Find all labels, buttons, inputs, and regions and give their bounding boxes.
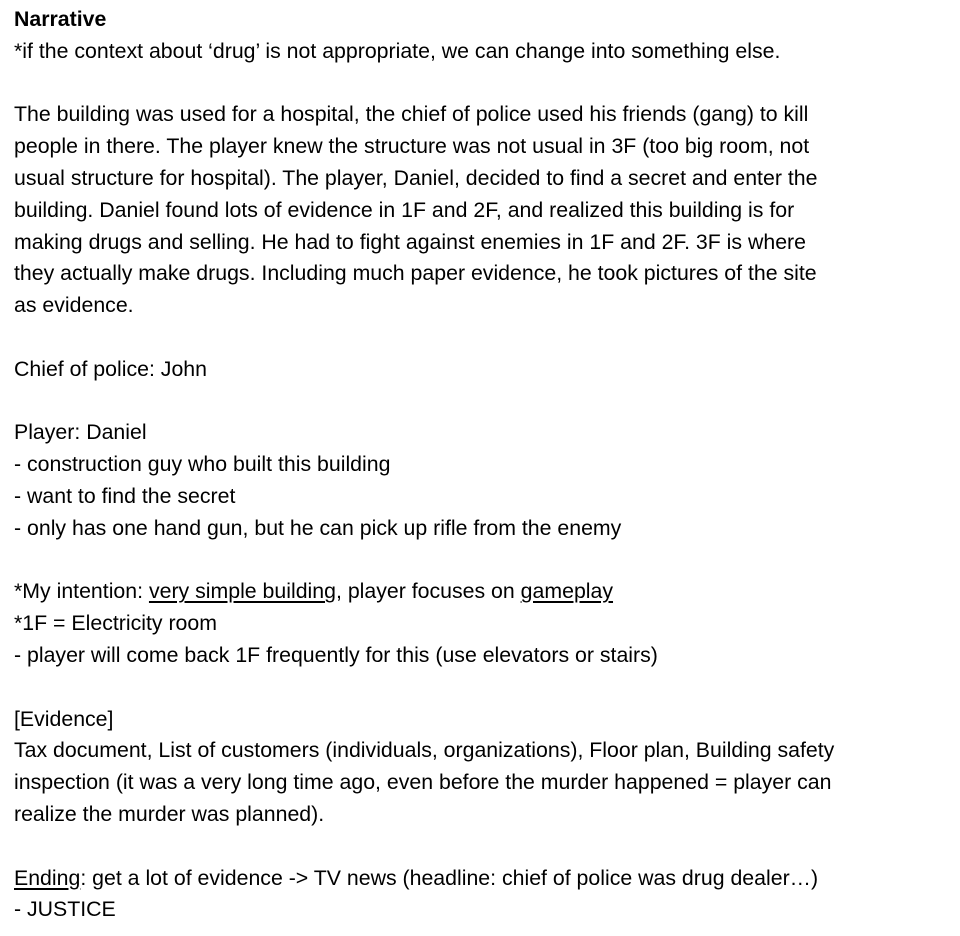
context-note: *if the context about ‘drug’ is not appropriate, we can change into something else.	[14, 38, 781, 63]
spacer	[14, 672, 949, 704]
spacer	[14, 68, 949, 100]
story-line: people in there. The player knew the structure was not usual in 3F (too big room, not	[14, 134, 810, 159]
player-item: - only has one hand gun, but he can pick up rifle from the enemy	[14, 515, 622, 540]
intention-line	[14, 576, 949, 608]
evidence-line: Tax document, List of customers (individuals, organizations), Floor plan, Building safety	[14, 738, 835, 763]
intention-prefix: *My intention:	[14, 579, 149, 604]
story-line: they actually make drugs. Including much paper evidence, he took pictures of the site	[14, 261, 817, 286]
evidence-line: inspection (it was a very long time ago, even before the murder happened = player can	[14, 770, 832, 795]
story-paragraph	[14, 99, 949, 322]
spacer	[14, 386, 949, 418]
ending-text: : get a lot of evidence -> TV news (headline: chief of police was drug dealer…)	[80, 865, 819, 890]
player-item: - construction guy who built this building	[14, 452, 391, 477]
ending-line	[14, 863, 949, 895]
spacer	[14, 322, 949, 354]
intention-underlined-building: very simple building	[148, 579, 336, 604]
player-item: - want to find the secret	[14, 483, 236, 508]
floor1-note: - player will come back 1F frequently for this (use elevators or stairs)	[14, 642, 658, 667]
story-line: building. Daniel found lots of evidence in 1F and 2F, and realized this building is for	[14, 197, 795, 222]
intention-mid: , player focuses on	[335, 579, 521, 604]
spacer	[14, 831, 949, 863]
document-body	[14, 4, 949, 926]
story-line: making drugs and selling. He had to fight against enemies in 1F and 2F. 3F is where	[14, 229, 806, 254]
evidence-line: realize the murder was planned).	[14, 801, 325, 826]
ending-label: Ending	[14, 865, 81, 890]
player-heading: Player: Daniel	[14, 420, 147, 445]
ending-item: - JUSTICE	[14, 897, 116, 922]
intention-underlined-gameplay: gameplay	[520, 579, 614, 604]
spacer	[14, 545, 949, 577]
story-line: The building was used for a hospital, the chief of police used his friends (gang) to kill	[14, 102, 809, 127]
story-line: usual structure for hospital). The player, Daniel, decided to find a secret and enter the	[14, 165, 818, 190]
chief-of-police: Chief of police: John	[14, 356, 207, 381]
player-section	[14, 417, 949, 544]
doc-title: Narrative	[14, 7, 107, 31]
story-line: as evidence.	[14, 293, 134, 318]
floor1-line: *1F = Electricity room	[14, 611, 217, 636]
evidence-section	[14, 704, 949, 831]
evidence-heading: [Evidence]	[14, 706, 114, 731]
